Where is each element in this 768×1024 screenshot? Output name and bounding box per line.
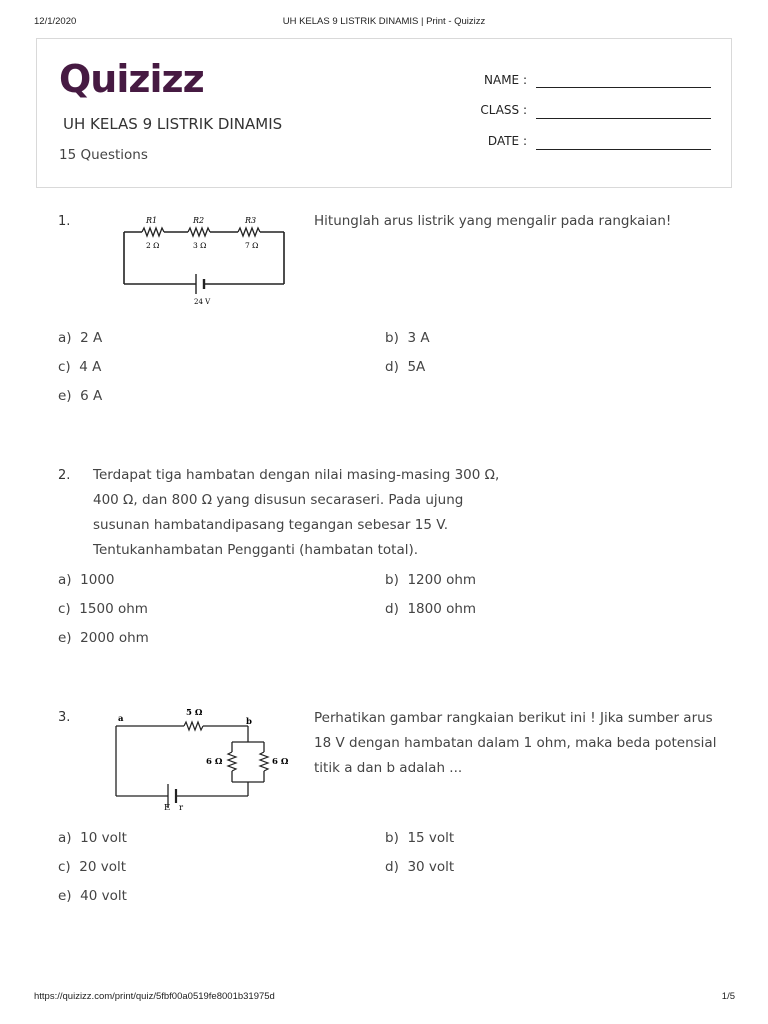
source-r-label: r [179,803,184,813]
q3-option-d[interactable]: d) 30 volt [385,859,455,875]
resistor-6ohm-left-label: 6 Ω [206,757,223,767]
r3-label: R3 [245,216,257,225]
r2-label: R2 [193,216,205,225]
q2-option-d[interactable]: d) 1800 ohm [385,601,477,617]
question-2-number: 2. [58,468,71,483]
battery-label: 24 V [194,298,211,306]
point-b-label: b [246,717,252,727]
question-3-number: 3. [58,710,71,725]
quiz-title: UH KELAS 9 LISTRIK DINAMIS [63,115,283,133]
question-2-text: Terdapat tiga hambatan dengan nilai masing-masing 300 Ω, 400 Ω, dan 800 Ω yang disusun secaraseri. Pada ujung susunan hambatandipasang tegangan sebesar 15 V. Tentukanhambatan Pengganti (hambatan total). [93,467,500,558]
question-1-text: Hitunglah arus listrik yang mengalir pada rangkaian! [314,213,672,229]
r1-value: 2 Ω [146,241,160,250]
question-3-text: Perhatikan gambar rangkaian berikut ini ! Jika sumber arus 18 V dengan hambatan dalam 1 ohm, maka beda potensial titik a dan b adalah ... [314,710,717,776]
print-header [0,16,768,30]
resistor-5ohm-label: 5 Ω [186,708,203,718]
question-count: 15 Questions [59,147,148,163]
r2-value: 3 Ω [193,241,207,250]
resistor-6ohm-right [260,752,268,771]
point-a-label: a [118,714,124,724]
question-3-circuit-figure [106,700,302,814]
page-number: 1/5 [721,991,735,1002]
print-url: https://quizizz.com/print/quiz/5fbf00a0519fe8001b31975d [34,991,275,1002]
question-1-number: 1. [58,214,71,229]
resistor-6ohm-left [228,752,236,771]
q2-option-c[interactable]: c) 1500 ohm [58,601,148,617]
class-field-label: CLASS : [480,103,527,117]
q1-option-b[interactable]: b) 3 A [385,330,430,346]
date-field-label: DATE : [487,134,527,148]
r3-value: 7 Ω [245,241,259,250]
r1-label: R1 [146,216,158,225]
name-field-line[interactable] [536,87,711,88]
date-field-line[interactable] [536,149,711,150]
q1-option-d[interactable]: d) 5A [385,359,426,375]
q2-option-b[interactable]: b) 1200 ohm [385,572,477,588]
q1-option-a[interactable]: a) 2 A [58,330,103,346]
question-1-circuit-figure [108,208,300,308]
print-footer [0,991,768,1005]
print-title: UH KELAS 9 LISTRIK DINAMIS | Print - Quizizz [282,16,486,27]
q2-option-a[interactable]: a) 1000 [58,572,115,588]
q1-option-e[interactable]: e) 6 A [58,388,103,404]
q1-option-c[interactable]: c) 4 A [58,359,102,375]
resistor-6ohm-right-label: 6 Ω [272,757,289,767]
quiz-header-box [36,38,732,188]
q3-option-b[interactable]: b) 15 volt [385,830,455,846]
q3-option-a[interactable]: a) 10 volt [58,830,127,846]
name-field-label: NAME : [484,73,527,87]
source-e-label: E [164,803,171,813]
print-date: 12/1/2020 [34,16,77,27]
q3-option-c[interactable]: c) 20 volt [58,859,127,875]
resistor-5ohm [184,722,203,730]
class-field-line[interactable] [536,118,711,119]
q3-option-e[interactable]: e) 40 volt [58,888,127,904]
q2-option-e[interactable]: e) 2000 ohm [58,630,149,646]
quizizz-logo: Quizizz [59,57,204,101]
